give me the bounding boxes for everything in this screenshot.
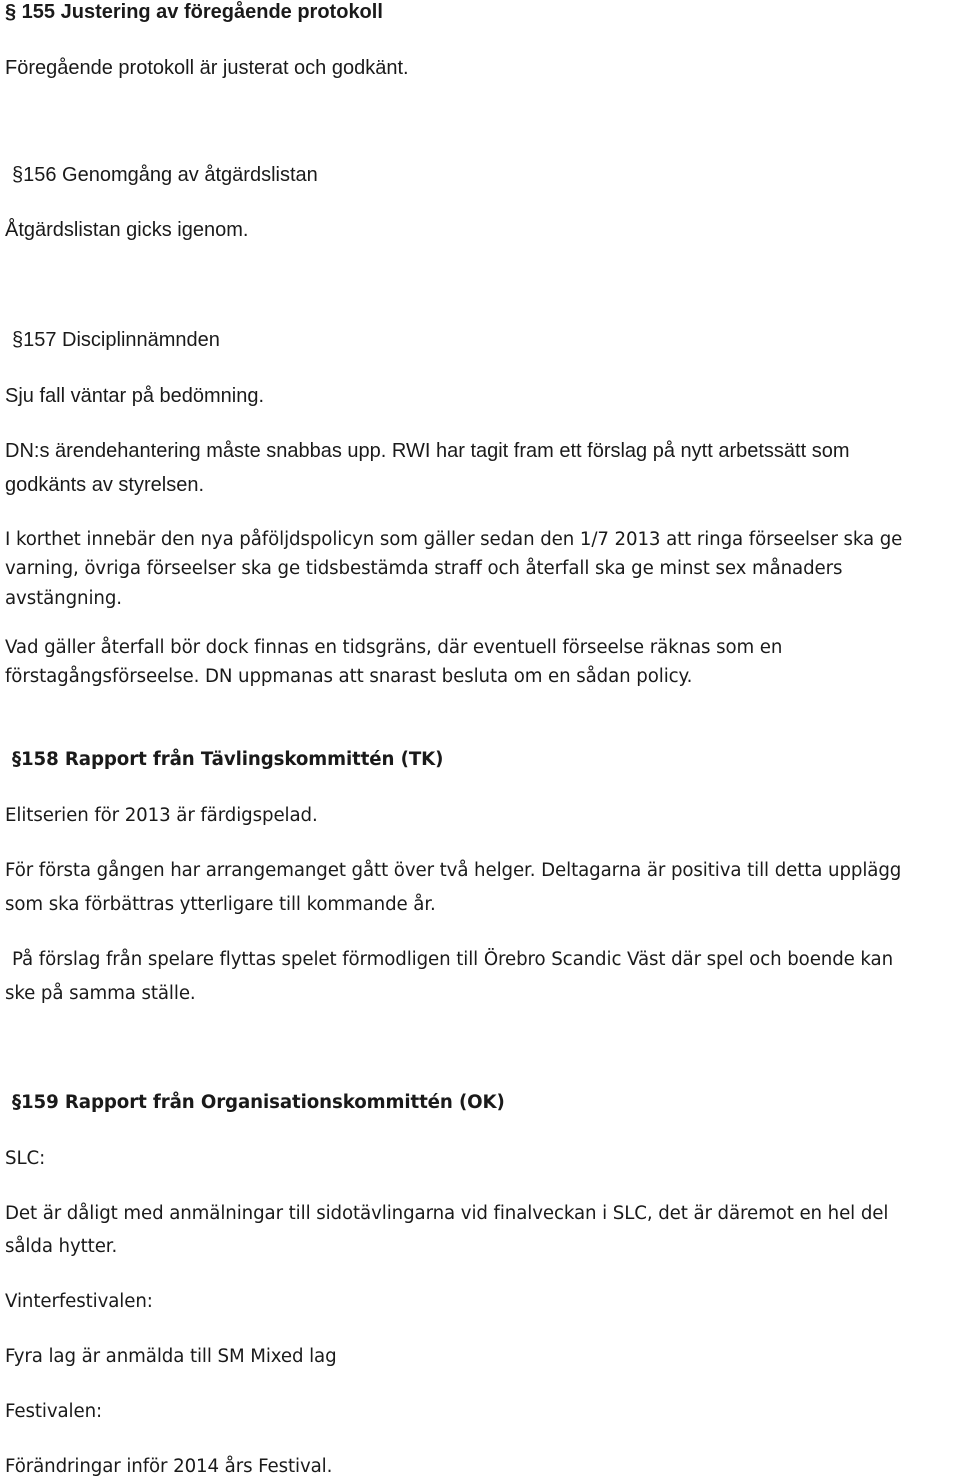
section-155-heading: § 155 Justering av föregående protokoll	[5, 1, 383, 23]
section-158-text: Elitserien för 2013 är färdigspelad.	[5, 805, 318, 826]
section-158-text: För första gången har arrangemanget gått över två helger. Deltagarna är positiva till detta upplägg	[5, 860, 902, 881]
section-159-text: Förändringar inför 2014 års Festival.	[5, 1456, 333, 1477]
section-159-text: Vinterfestivalen:	[5, 1291, 153, 1312]
section-157-text: DN:s ärendehantering måste snabbas upp. RWI har tagit fram ett förslag på nytt arbetssätt som	[5, 440, 850, 462]
section-158-heading: §158 Rapport från Tävlingskommittén (TK)	[12, 749, 444, 770]
section-158-text: På förslag från spelare flyttas spelet förmodligen till Örebro Scandic Väst där spel och boende kan	[12, 949, 894, 970]
section-158-text: ske på samma ställe.	[5, 983, 196, 1004]
section-157-text: Sju fall väntar på bedömning.	[5, 385, 265, 407]
section-157-text: godkänts av styrelsen.	[5, 474, 204, 496]
section-157-text: varning, övriga förseelser ska ge tidsbestämda straff och återfall ska ge minst sex månaders	[5, 558, 843, 579]
section-157-text: avstängning.	[5, 588, 122, 609]
section-157-text: Vad gäller återfall bör dock finnas en tidsgräns, där eventuell förseelse räknas som en	[5, 637, 783, 658]
section-159-text: SLC:	[5, 1148, 46, 1169]
section-159-text: sålda hytter.	[5, 1236, 118, 1257]
section-157-heading: §157 Disciplinnämnden	[12, 329, 220, 351]
section-155-text: Föregående protokoll är justerat och godkänt.	[5, 57, 409, 79]
section-157-text: förstagångsförseelse. DN uppmanas att snarast besluta om en sådan policy.	[5, 666, 693, 687]
section-156-text: Åtgärdslistan gicks igenom.	[5, 219, 249, 241]
section-159-heading: §159 Rapport från Organisationskommittén (OK)	[12, 1092, 505, 1113]
section-158-text: som ska förbättras ytterligare till kommande år.	[5, 894, 436, 915]
section-159-text: Festivalen:	[5, 1401, 103, 1422]
section-159-text: Fyra lag är anmälda till SM Mixed lag	[5, 1346, 337, 1367]
section-156-heading: §156 Genomgång av åtgärdslistan	[12, 164, 318, 186]
section-159-text: Det är dåligt med anmälningar till sidotävlingarna vid finalveckan i SLC, det är däremot en hel del	[5, 1203, 889, 1224]
section-157-text: I korthet innebär den nya påföljdspolicyn som gäller sedan den 1/7 2013 att ringa förseelser ska ge	[5, 529, 903, 550]
